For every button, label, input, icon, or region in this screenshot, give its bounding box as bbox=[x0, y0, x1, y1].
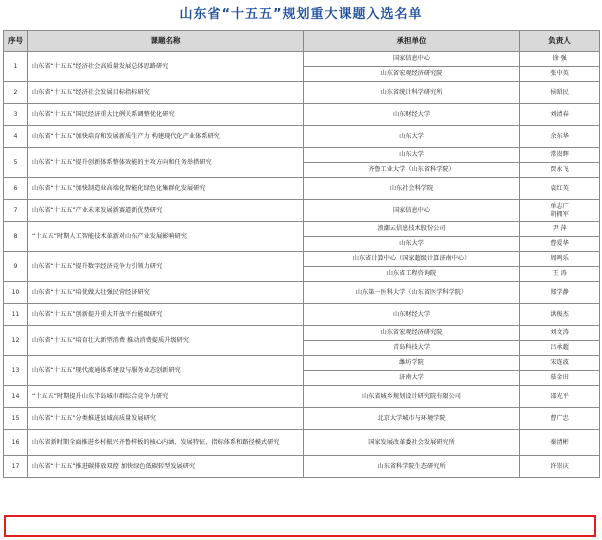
table-body bbox=[4, 52, 600, 478]
row-number: 1 bbox=[4, 52, 28, 82]
unit-cell: 浪潮云信息技术股份公司 bbox=[304, 222, 520, 237]
lead-cell: 宋连波 bbox=[520, 356, 600, 371]
unit-cell: 山东省统计科学研究所 bbox=[304, 82, 520, 104]
topic-cell: 山东省“十五五”产业未来发展新赛道新优势研究 bbox=[28, 200, 304, 222]
lead-cell: 徐 强 bbox=[520, 52, 600, 67]
lead-cell: 邵光平 bbox=[520, 386, 600, 408]
unit-cell: 青岛科技大学 bbox=[304, 341, 520, 356]
table-row bbox=[4, 148, 600, 163]
topic-cell: “十五五”时期提升山东半岛城市群综合竞争力研究 bbox=[28, 386, 304, 408]
lead-cell: 洪俊杰 bbox=[520, 304, 600, 326]
row-number: 10 bbox=[4, 282, 28, 304]
lead-cell: 侯昭民 bbox=[520, 82, 600, 104]
table-row bbox=[4, 386, 600, 408]
table-header-row bbox=[4, 31, 600, 52]
unit-cell: 山东财经大学 bbox=[304, 104, 520, 126]
row-number: 6 bbox=[4, 178, 28, 200]
topic-cell: 山东省“十五五”加快培育和发展新质生产力 构建现代化产业体系研究 bbox=[28, 126, 304, 148]
header-topic: 课题名称 bbox=[28, 31, 304, 52]
topic-cell: 山东省“十五五”提升创新体系整体效能的主攻方向和任务举措研究 bbox=[28, 148, 304, 178]
table-row bbox=[4, 178, 600, 200]
row-number: 12 bbox=[4, 326, 28, 356]
lead-cell: 王 涛 bbox=[520, 267, 600, 282]
header-unit: 承担单位 bbox=[304, 31, 520, 52]
topic-cell: 山东省“十五五”提升数字经济竞争力引领力研究 bbox=[28, 252, 304, 282]
highlight-box bbox=[4, 515, 596, 537]
topic-cell: “十五五”时期人工智能技术革新对山东产业发展影响研究 bbox=[28, 222, 304, 252]
row-number: 4 bbox=[4, 126, 28, 148]
unit-cell: 山东大学 bbox=[304, 237, 520, 252]
unit-cell: 北京大学城市与环境学院 bbox=[304, 408, 520, 430]
lead-cell: 张中英 bbox=[520, 67, 600, 82]
unit-cell: 山东省工程咨询院 bbox=[304, 267, 520, 282]
unit-cell: 国家发展改革委社会发展研究所 bbox=[304, 430, 520, 456]
lead-cell: 周鸣乐 bbox=[520, 252, 600, 267]
unit-cell: 山东省宏观经济研究院 bbox=[304, 326, 520, 341]
unit-cell: 国家信息中心 bbox=[304, 52, 520, 67]
unit-cell: 山东第一医科大学（山东省医学科学院） bbox=[304, 282, 520, 304]
row-number: 14 bbox=[4, 386, 28, 408]
lead-cell: 袁红英 bbox=[520, 178, 600, 200]
table-row bbox=[4, 82, 600, 104]
unit-cell: 山东大学 bbox=[304, 148, 520, 163]
topic-cell: 山东省“十五五”培优做大壮强民营经济研究 bbox=[28, 282, 304, 304]
lead-cell: 常贵辉 bbox=[520, 148, 600, 163]
unit-cell: 山东省计算中心（国家超级计算济南中心） bbox=[304, 252, 520, 267]
row-number: 17 bbox=[4, 456, 28, 478]
unit-cell: 国家信息中心 bbox=[304, 200, 520, 222]
lead-cell: 贾永飞 bbox=[520, 163, 600, 178]
lead-cell: 曹爱华 bbox=[520, 237, 600, 252]
table-row bbox=[4, 104, 600, 126]
unit-cell: 山东省科学院生态研究所 bbox=[304, 456, 520, 478]
lead-cell: 郑学静 bbox=[520, 282, 600, 304]
unit-cell: 山东大学 bbox=[304, 126, 520, 148]
lead-cell: 秦清彬 bbox=[520, 430, 600, 456]
row-number: 2 bbox=[4, 82, 28, 104]
header-no: 序号 bbox=[4, 31, 28, 52]
unit-cell: 齐鲁工业大学（山东省科学院） bbox=[304, 163, 520, 178]
table-row bbox=[4, 222, 600, 237]
header-lead: 负责人 bbox=[520, 31, 600, 52]
unit-cell: 山东财经大学 bbox=[304, 304, 520, 326]
table-row bbox=[4, 200, 600, 222]
topic-cell: 山东省“十五五”加快制造业高端化智能化绿色化集群化发展研究 bbox=[28, 178, 304, 200]
row-number: 11 bbox=[4, 304, 28, 326]
table-row bbox=[4, 326, 600, 341]
topic-cell: 山东省“十五五”现代流通体系建设与服务业态创新研究 bbox=[28, 356, 304, 386]
lead-cell: 慕金田 bbox=[520, 371, 600, 386]
table-row bbox=[4, 408, 600, 430]
candidate-table bbox=[3, 30, 600, 478]
lead-cell: 单志广 胡拥军 bbox=[520, 200, 600, 222]
row-number: 16 bbox=[4, 430, 28, 456]
unit-cell: 山东社会科学院 bbox=[304, 178, 520, 200]
row-number: 3 bbox=[4, 104, 28, 126]
topic-cell: 山东省“十五五”分类推进县域高质量发展研究 bbox=[28, 408, 304, 430]
row-number: 9 bbox=[4, 252, 28, 282]
table-row bbox=[4, 430, 600, 456]
lead-cell: 曹广忠 bbox=[520, 408, 600, 430]
table-row bbox=[4, 304, 600, 326]
topic-cell: 山东省“十五五”经济社会高质量发展总体思路研究 bbox=[28, 52, 304, 82]
unit-cell: 山东省城乡规划设计研究院有限公司 bbox=[304, 386, 520, 408]
topic-cell: 山东省“十五五”经济社会发展目标指标研究 bbox=[28, 82, 304, 104]
topic-cell: 山东省新时期全面推进乡村振兴齐鲁样板的核心内涵、发展特征、指标体系和路径模式研究 bbox=[28, 430, 304, 456]
row-number: 13 bbox=[4, 356, 28, 386]
lead-cell: 余东华 bbox=[520, 126, 600, 148]
lead-cell: 刘清春 bbox=[520, 104, 600, 126]
unit-cell: 山东省宏观经济研究院 bbox=[304, 67, 520, 82]
page-title: 山东省“十五五”规划重大课题入选名单 bbox=[179, 7, 423, 22]
lead-cell: 吕承超 bbox=[520, 341, 600, 356]
row-number: 15 bbox=[4, 408, 28, 430]
table-row bbox=[4, 282, 600, 304]
lead-cell: 许崇庆 bbox=[520, 456, 600, 478]
unit-cell: 潍坊学院 bbox=[304, 356, 520, 371]
lead-cell: 刘文涛 bbox=[520, 326, 600, 341]
topic-cell: 山东省“十五五”创新提升重大开放平台能级研究 bbox=[28, 304, 304, 326]
row-number: 5 bbox=[4, 148, 28, 178]
table-row bbox=[4, 252, 600, 267]
topic-cell: 山东省“十五五”推进碳排放双控 加快绿色低碳转型发展研究 bbox=[28, 456, 304, 478]
row-number: 7 bbox=[4, 200, 28, 222]
table-row bbox=[4, 456, 600, 478]
table-row bbox=[4, 356, 600, 371]
row-number: 8 bbox=[4, 222, 28, 252]
table-row bbox=[4, 52, 600, 67]
unit-cell: 济南大学 bbox=[304, 371, 520, 386]
table-row bbox=[4, 126, 600, 148]
lead-cell: 尹 萍 bbox=[520, 222, 600, 237]
topic-cell: 山东省“十五五”培育壮大新型消费 推动消费提质升级研究 bbox=[28, 326, 304, 356]
topic-cell: 山东省“十五五”国民经济重大比例关系调整优化研究 bbox=[28, 104, 304, 126]
